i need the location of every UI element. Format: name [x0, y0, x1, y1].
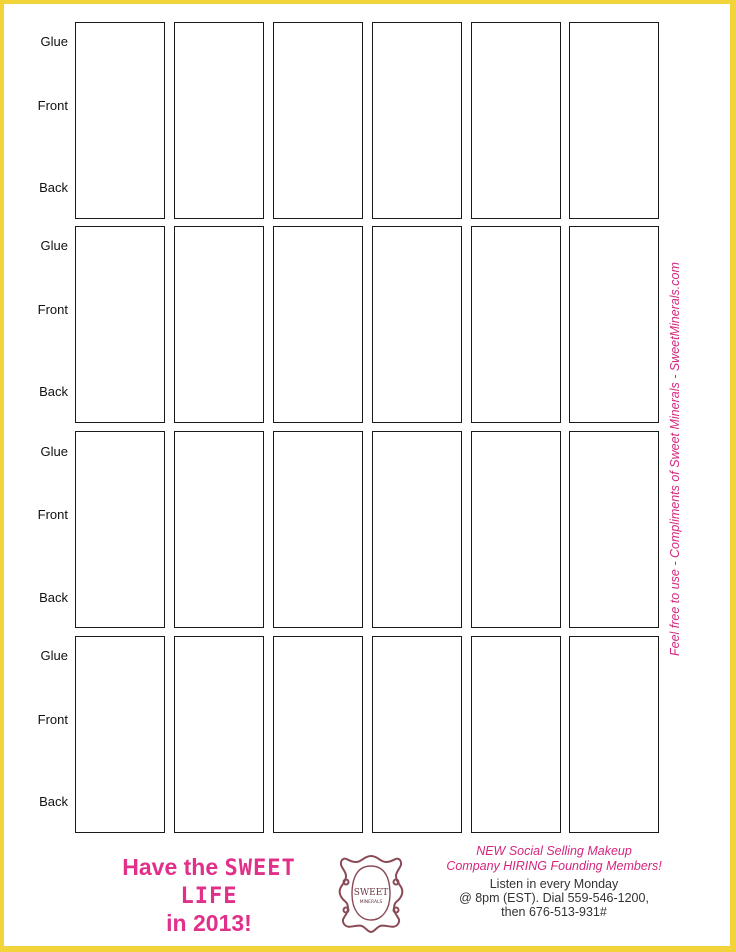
- label-back-row4: Back: [39, 794, 68, 809]
- label-back-row2: Back: [39, 384, 68, 399]
- promo-line2: Company HIRING Founding Members!: [446, 859, 662, 873]
- promo-line4: @ 8pm (EST). Dial 559-546-1200,: [459, 891, 649, 905]
- promo-line5: then 676-513-931#: [501, 905, 607, 919]
- side-note: Feel free to use - Compliments of Sweet Minerals - SweetMinerals.com: [668, 262, 682, 656]
- template-box-r1-c2: [174, 22, 264, 219]
- template-box-r2-c1: [75, 226, 165, 423]
- template-box-r2-c6: [569, 226, 659, 423]
- promo-line3: Listen in every Monday: [489, 877, 619, 891]
- template-box-r4-c4: [372, 636, 462, 833]
- template-box-r3-c2: [174, 431, 264, 628]
- template-box-r1-c3: [273, 22, 363, 219]
- template-box-r3-c4: [372, 431, 462, 628]
- template-box-r4-c3: [273, 636, 363, 833]
- template-box-r4-c2: [174, 636, 264, 833]
- promo-line1: NEW Social Selling Makeup: [476, 844, 632, 858]
- tagline-line1: [99, 854, 319, 910]
- template-sheet: [4, 4, 730, 946]
- template-box-r3-c3: [273, 431, 363, 628]
- template-box-r2-c5: [471, 226, 561, 423]
- template-box-r1-c1: [75, 22, 165, 219]
- template-box-r1-c5: [471, 22, 561, 219]
- template-box-r3-c5: [471, 431, 561, 628]
- template-box-r1-c6: [569, 22, 659, 219]
- template-box-r4-c6: [569, 636, 659, 833]
- template-box-r4-c1: [75, 636, 165, 833]
- tagline-brand: SWEET LIFE: [180, 856, 296, 909]
- promo-headline: [424, 844, 684, 874]
- sweet-minerals-logo: [334, 852, 408, 934]
- template-box-r4-c5: [471, 636, 561, 833]
- template-box-r2-c4: [372, 226, 462, 423]
- label-glue-row1: Glue: [40, 34, 68, 49]
- label-front-row1: Front: [37, 98, 68, 113]
- label-front-row3: Front: [37, 507, 68, 522]
- template-box-r3-c6: [569, 431, 659, 628]
- template-box-r2-c3: [273, 226, 363, 423]
- label-glue-row4: Glue: [40, 648, 68, 663]
- logo-brand-text: SWEET: [353, 888, 389, 898]
- label-back-row1: Back: [39, 180, 68, 195]
- label-back-row3: Back: [39, 590, 68, 605]
- label-glue-row3: Glue: [40, 444, 68, 459]
- tagline: [99, 854, 319, 936]
- tagline-line2: in 2013!: [166, 910, 252, 936]
- template-box-r3-c1: [75, 431, 165, 628]
- logo-sub-text: MINERALS: [359, 900, 383, 905]
- tagline-prefix: Have the: [122, 854, 219, 880]
- label-glue-row2: Glue: [40, 238, 68, 253]
- template-box-r2-c2: [174, 226, 264, 423]
- label-front-row4: Front: [37, 712, 68, 727]
- template-box-r1-c4: [372, 22, 462, 219]
- label-front-row2: Front: [37, 302, 68, 317]
- promo-details: [424, 877, 684, 919]
